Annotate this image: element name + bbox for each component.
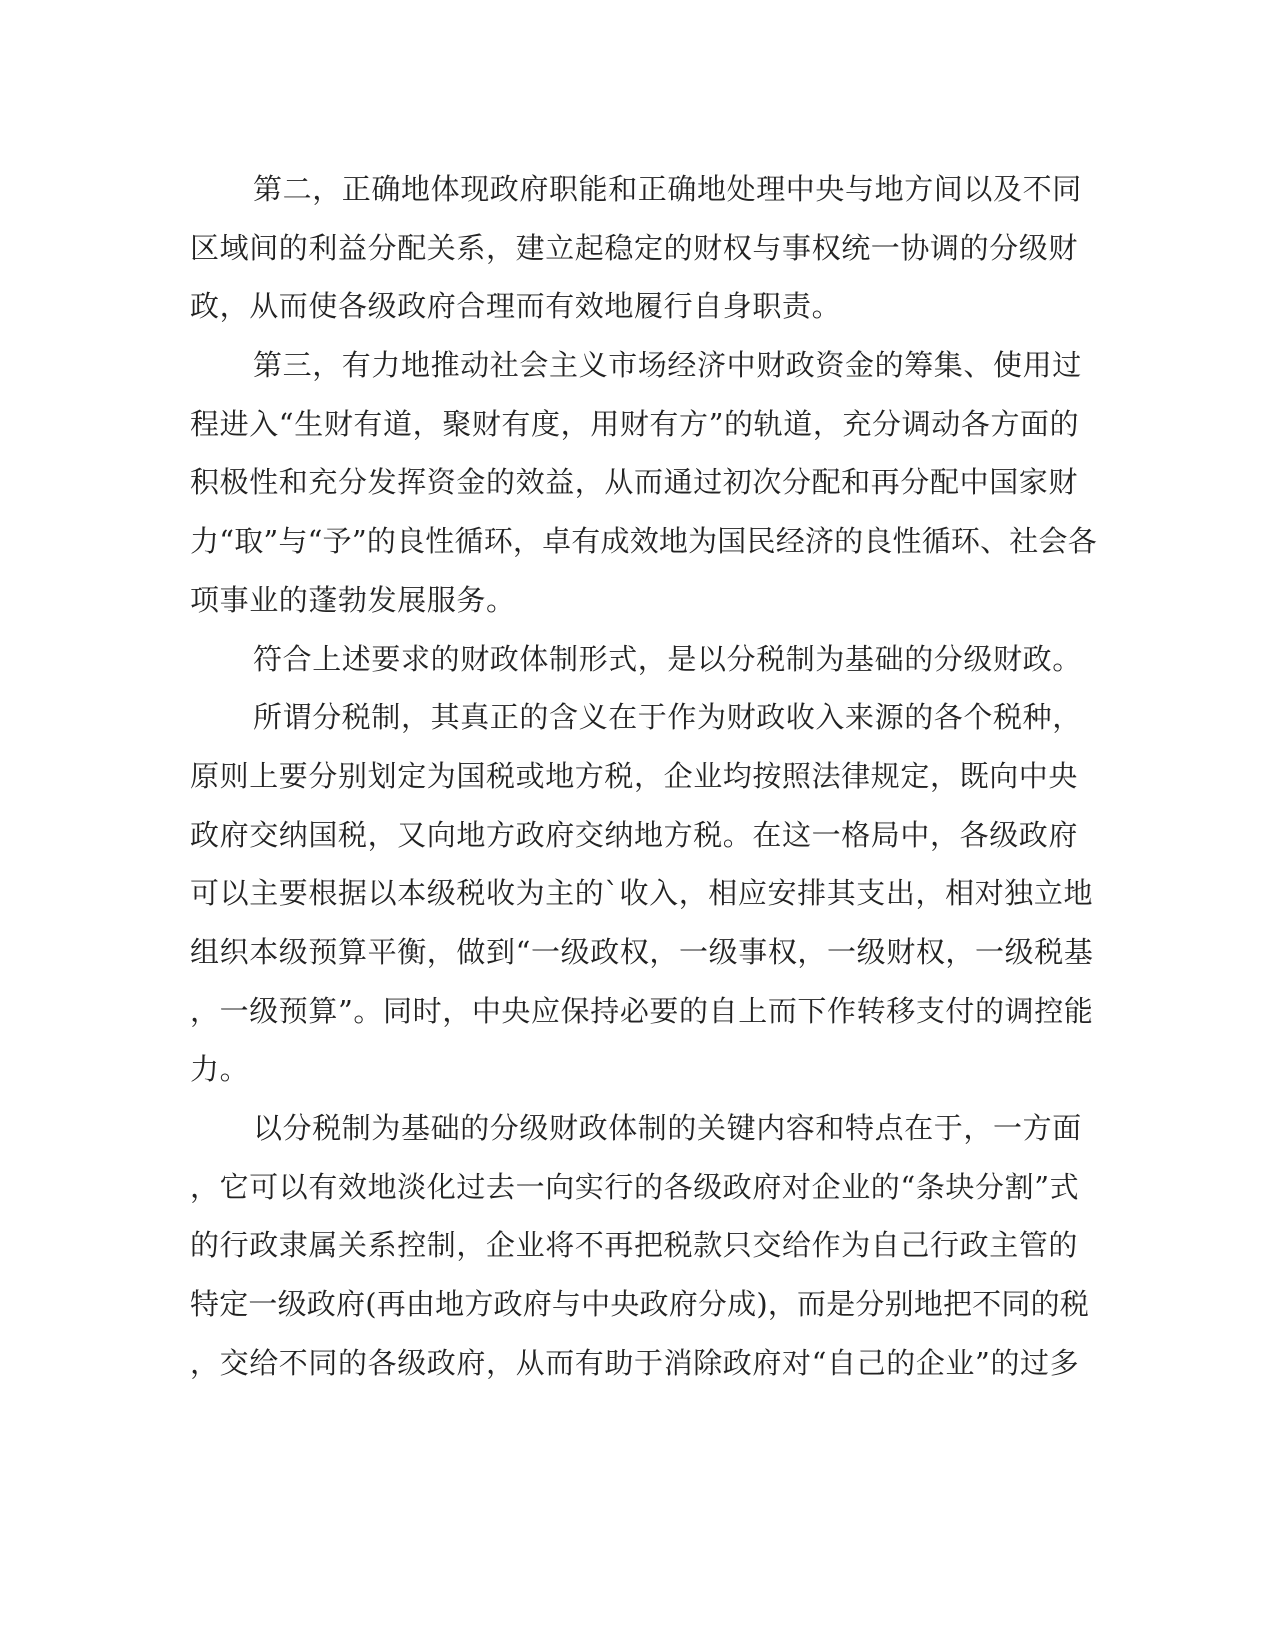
paragraph-line: 第三，有力地推动社会主义市场经济中财政资金的筹集、使用过 — [253, 348, 1082, 383]
paragraph-line: 项事业的蓬勃发展服务。 — [190, 582, 516, 617]
paragraph-line: 第二，正确地体现政府职能和正确地处理中央与地方间以及不同 — [253, 172, 1082, 206]
paragraph-line: ，一级预算”。同时，中央应保持必要的自上而下作转移支付的调控能 — [190, 993, 1094, 1028]
paragraph-line: 政府交纳国税，又向地方政府交纳地方税。在这一格局中，各级政府 — [190, 817, 1079, 852]
paragraph-line: 程进入“生财有道，聚财有度，用财有方”的轨道，充分调动各方面的 — [190, 406, 1080, 441]
paragraph-line: 积极性和充分发挥资金的效益，从而通过初次分配和再分配中国家财 — [190, 465, 1079, 500]
paragraph-line: 所谓分税制，其真正的含义在于作为财政收入来源的各个税种， — [253, 700, 1082, 735]
paragraph-line: 区域间的利益分配关系，建立起稳定的财权与事权统一协调的分级财 — [190, 230, 1079, 265]
paragraph-line: ，交给不同的各级政府，从而有助于消除政府对“自己的企业”的过多 — [190, 1345, 1080, 1380]
paragraph-line: 的行政隶属关系控制，企业将不再把税款只交给作为自己行政主管的 — [190, 1228, 1079, 1263]
paragraph-line: 可以主要根据以本级税收为主的`收入，相应安排其支出，相对独立地 — [190, 876, 1094, 911]
paragraph-line: 力。 — [190, 1052, 250, 1087]
paragraph-line: 组织本级预算平衡，做到“一级政权，一级事权，一级财权，一级税基 — [190, 934, 1094, 969]
body-text — [190, 160, 1097, 1392]
paragraph-line: 以分税制为基础的分级财政体制的关键内容和特点在于，一方面 — [253, 1111, 1082, 1145]
paragraph-line: 政，从而使各级政府合理而有效地履行自身职责。 — [190, 289, 842, 324]
paragraph-line: 原则上要分别划定为国税或地方税，企业均按照法律规定，既向中央 — [190, 758, 1079, 793]
paragraph-line: ，它可以有效地淡化过去一向实行的各级政府对企业的“条块分割”式 — [190, 1169, 1080, 1204]
paragraph-line: 特定一级政府(再由地方政府与中央政府分成)，而是分别地把不同的税 — [190, 1287, 1090, 1322]
paragraph-line: 力“取”与“予”的良性循环，卓有成效地为国民经济的良性循环、社会各 — [190, 524, 1097, 559]
paragraph-line: 符合上述要求的财政体制形式，是以分税制为基础的分级财政。 — [253, 641, 1082, 676]
